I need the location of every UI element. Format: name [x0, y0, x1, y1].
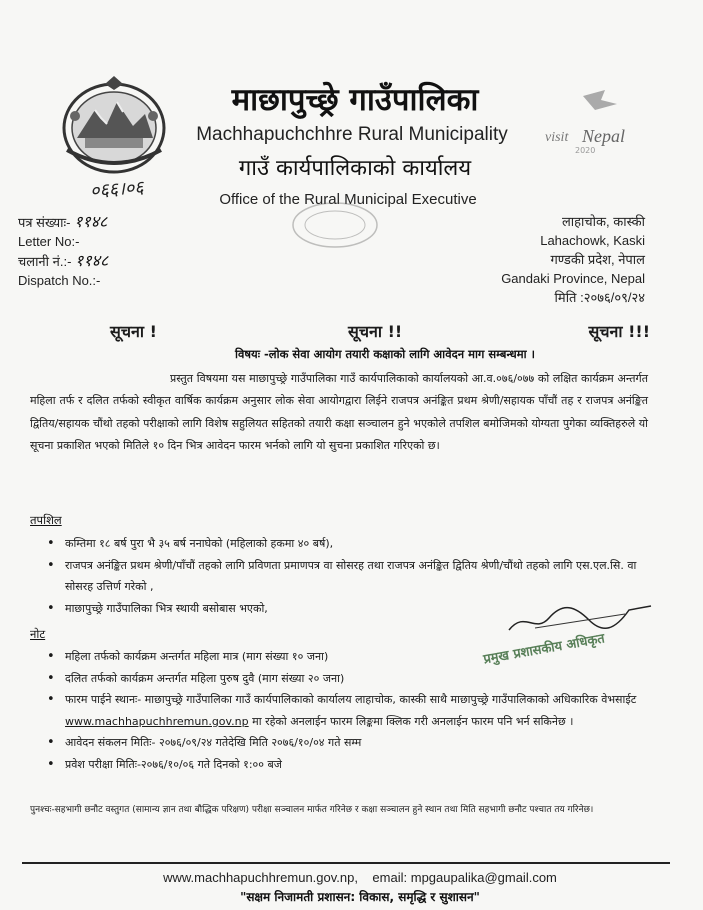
footer-email[interactable]: mpgaupalika@gmail.com	[410, 870, 557, 885]
footnote: पुनश्चः-सहभागी छनौट वस्तुगत (सामान्य ज्ञान तथा बौद्धिक परिक्षण) परीक्षा सञ्चालन मार्फत गरिनेछ र कक्षा सञ्चालन हुने स्थान तथा मिति सहभागी छनौट पश्चात तय गरिनेछ।	[30, 805, 594, 815]
dispatch-label-en: Dispatch No.:-	[18, 273, 101, 288]
letter-meta-right	[470, 212, 645, 307]
tapsil-label: तपशिल	[30, 513, 62, 527]
list-item: • महिला तर्फको कार्यक्रम अन्तर्गत महिला मात्र (माग संख्या १० जना)	[65, 646, 650, 668]
letter-no-label-np: पत्र संख्याः-	[18, 215, 71, 230]
notice-heading-3: सूचना !!!	[588, 322, 650, 341]
province-english: Gandaki Province, Nepal	[501, 271, 645, 286]
letter-no-label-en: Letter No:-	[18, 234, 80, 249]
footer-motto: "सक्षम निजामती प्रशासन: विकास, समृद्धि र सुशासन"	[240, 890, 480, 904]
dispatch-row	[18, 251, 108, 271]
faint-office-stamp-icon	[290, 200, 380, 250]
subject-line: विषयः -लोक सेवा आयोग तयारी कक्षाको लागि आवेदन माग सम्बन्धमा ।	[235, 347, 535, 361]
list-item: • माछापुच्छ्रे गाउँपालिका भित्र स्थायी बसोबास भएको,	[65, 598, 650, 620]
municipality-title-nepali: माछापुच्छ्रे गाउँपालिका	[231, 82, 479, 118]
footer-website[interactable]: www.machhapuchhremun.gov.np	[163, 870, 355, 885]
office-title-english: Office of the Rural Municipal Executive	[219, 191, 477, 208]
list-item: • आवेदन संकलन मितिः- २०७६/०९/२४ गतेदेखि मिति २०७६/१०/०४ गते सम्म	[65, 732, 650, 754]
province-nepali: गण्डकी प्रदेश, नेपाल	[550, 252, 645, 267]
note-list	[65, 646, 650, 775]
form-location-text-end: मा रहेको अनलाईन फारम लिङ्कमा क्लिक गरी अनलाईन फारम पनि भर्न सकिनेछ ।	[252, 714, 574, 728]
office-title-nepali: गाउँ कार्यपालिकाको कार्यालय	[238, 156, 472, 181]
chief-officer-stamp: प्रमुख प्रशासकीय अधिकृत	[482, 631, 606, 668]
website-link[interactable]: www.machhapuchhremun.gov.np	[65, 714, 249, 728]
dispatch-value: ११४८	[75, 251, 109, 270]
visit-nepal-year: 2020	[575, 146, 596, 155]
letter-meta-left	[18, 212, 108, 290]
footer-contact: www.machhapuchhremun.gov.np, email: mpgaupalika@gmail.com	[163, 870, 557, 885]
visit-nepal-visit: visit	[545, 130, 569, 145]
list-item-form-location	[65, 689, 650, 732]
form-location-text: फारम पाईने स्थानः- माछापुच्छ्रे गाउँपालिका गाउँ कार्यपालिकाको कार्यालय लाहाचोक, कास्की साथै माछापुच्छ्रे गाउँपालिकाको अधिकारिक वेभसाईट	[65, 693, 637, 706]
place-nepali: लाहाचोक, कास्की	[561, 214, 645, 229]
visit-nepal-logo	[545, 122, 655, 172]
visit-nepal-nepal: Nepal	[582, 126, 625, 146]
nepal-emblem-icon	[55, 76, 173, 176]
dispatch-label-np: चलानी नं.:-	[18, 254, 72, 269]
notice-heading-2: सूचना !!	[348, 322, 403, 341]
notice-heading-1: सूचना !	[110, 322, 157, 341]
letter-date: मिति :२०७६/०९/२४	[554, 290, 645, 305]
flag-mark-icon	[575, 86, 625, 116]
letter-no-value: ११४८	[74, 212, 108, 231]
list-item: • दलित तर्फको कार्यक्रम अन्तर्गत महिला पुरुष दुवै (माग संख्या २० जना)	[65, 668, 650, 690]
list-item: • प्रवेश परीक्षा मितिः-२०७६/१०/०६ गते दिनको १:०० बजे	[65, 754, 650, 776]
note-label: नोट	[30, 627, 46, 641]
letter-no-row	[18, 212, 108, 232]
place-english: Lahachowk, Kaski	[540, 233, 645, 248]
notice-headings	[110, 320, 650, 344]
list-item: • राजपत्र अनंङ्कित प्रथम श्रेणी/पाँचौं तहको लागि प्रविणता प्रमाणपत्र वा सोसरह तथा राजपत्र अनंङ्कित द्वितिय श्रेणी/चौंथो तहको लागि एस.एल.सि. वा सोसरह उत्तिर्ण गरेको ,	[65, 555, 650, 598]
municipality-title-english: Machhapuchchhre Rural Municipality	[196, 124, 508, 145]
list-item: • कम्तिमा १८ बर्ष पुरा भै ३५ बर्ष ननाघेको (महिलाको हकमा ४० बर्ष),	[65, 533, 650, 555]
handwritten-reference-number: ०६६।०६	[89, 177, 145, 202]
body-paragraph	[30, 368, 648, 457]
footer-divider	[22, 862, 670, 864]
body-text: प्रस्तुत विषयमा यस माछापुच्छ्रे गाउँपालिका गाउँ कार्यपालिकाको कार्यालयको आ.व.०७६/०७७ को लक्षित कार्यक्रम अन्तर्गत महिला तर्फ र दलित तर्फको स्वीकृत वार्षिक कार्यक्रम अनुसार लोक सेवा आयोगद्वारा लिईने राजपत्र अनंङ्कित प्रथम श्रेणी/सहायक पाँचौं तह र राजपत्र अनंङ्कित द्वितिय/सहायक चौंथो तहको परीक्षाको लागि विशेष सहुलियत सहितको तयारी कक्षा सञ्चालन हुने भएकोले तपशिल बमोजिमको योग्यता पुगेका व्यक्तिहरुले यो सूचना प्रकाशित भएको मितिले १० दिन भित्र आवेदन फारम भर्नको लागि यो सुचना प्रकाशित गरिएको छ।	[30, 372, 648, 452]
footer-email-label: email:	[372, 870, 408, 885]
